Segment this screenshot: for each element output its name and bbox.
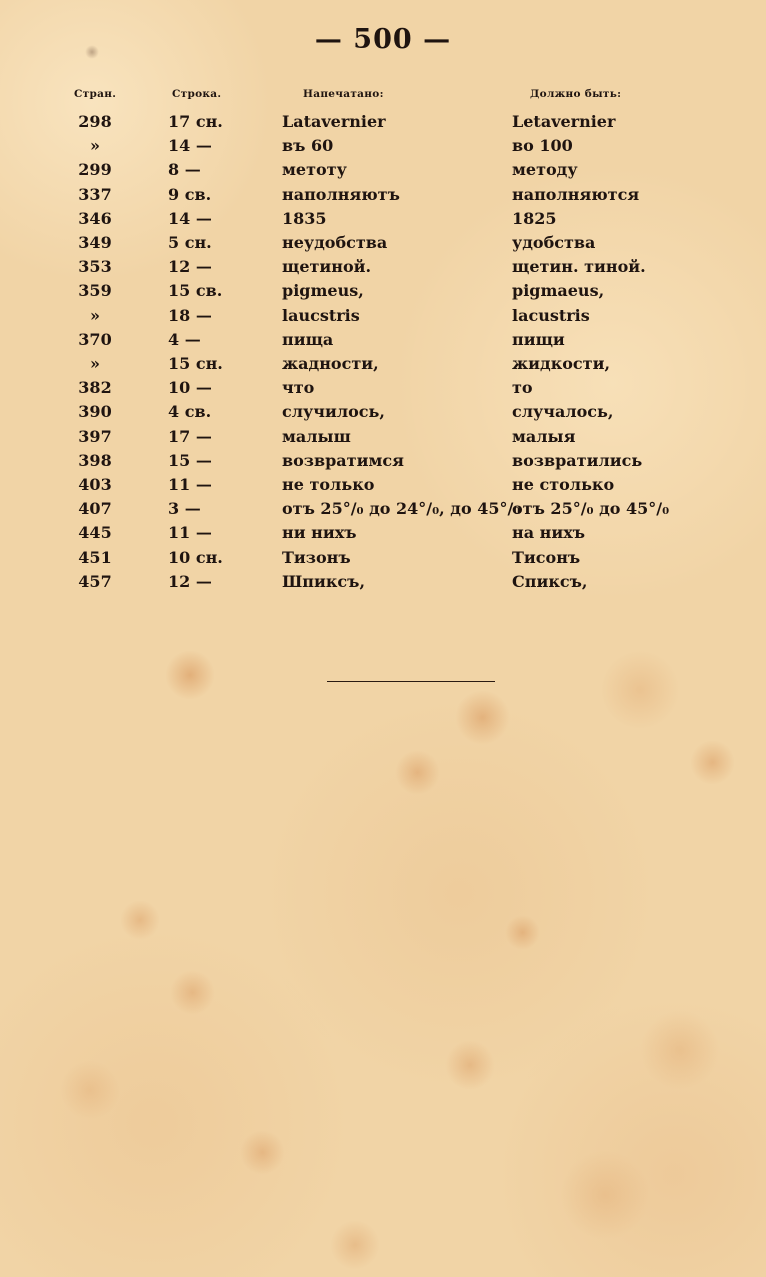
row-page: 337 <box>78 184 112 204</box>
paper-stain <box>560 1150 650 1240</box>
row-should-be: пищи <box>512 329 565 349</box>
paper-stain <box>600 650 680 730</box>
table-row <box>0 281 766 305</box>
row-page: 445 <box>78 523 112 543</box>
row-should-be: возвратились <box>512 450 643 470</box>
row-line: 9 св. <box>168 184 212 204</box>
row-printed: неудобства <box>282 233 388 252</box>
row-page: » <box>90 136 100 156</box>
row-line: 4 — <box>168 329 201 349</box>
header-should-be: Должно быть: <box>530 88 622 100</box>
row-page: 349 <box>78 233 112 252</box>
table-row <box>0 427 766 451</box>
row-line: 14 — <box>168 136 212 156</box>
table-row <box>0 330 766 354</box>
row-page: 299 <box>78 160 112 180</box>
row-should-be: Спиксъ, <box>512 571 588 591</box>
row-line: 15 сн. <box>168 354 223 373</box>
paper-stain <box>690 740 735 785</box>
table-row <box>0 451 766 475</box>
row-should-be: 1825 <box>512 208 557 228</box>
paper-stain <box>240 1130 285 1175</box>
row-page: 397 <box>78 426 112 446</box>
row-line: 14 — <box>168 208 212 228</box>
table-row <box>0 136 766 160</box>
table-row <box>0 499 766 523</box>
paper-stain <box>505 915 540 950</box>
row-page: 398 <box>78 450 112 470</box>
row-line: 18 — <box>168 305 212 325</box>
row-page: 457 <box>78 571 112 591</box>
row-page: 382 <box>78 378 112 398</box>
table-row <box>0 185 766 209</box>
row-line: 12 — <box>168 571 212 591</box>
row-should-be: не столько <box>512 475 615 494</box>
row-page: 407 <box>78 499 112 519</box>
table-row <box>0 378 766 402</box>
row-line: 11 — <box>168 523 212 543</box>
row-line: 8 — <box>168 160 201 180</box>
row-printed: случилось, <box>282 402 385 422</box>
row-printed: возвратимся <box>282 450 404 470</box>
table-row <box>0 160 766 184</box>
row-line: 15 — <box>168 450 212 470</box>
row-page: » <box>90 354 100 373</box>
row-printed: Тизонъ <box>282 547 351 567</box>
paper-stain <box>170 970 215 1015</box>
row-should-be: pigmaeus, <box>512 281 605 301</box>
table-row <box>0 306 766 330</box>
row-line: 12 — <box>168 257 212 277</box>
row-should-be: удобства <box>512 233 596 252</box>
row-printed: щетиной. <box>282 257 372 277</box>
row-printed: отъ 25°/₀ до 24°/₀, до 45°/₀ <box>282 499 521 519</box>
row-line: 4 св. <box>168 402 212 422</box>
row-should-be: малыя <box>512 426 576 446</box>
row-printed: ни нихъ <box>282 523 357 543</box>
row-printed: laucstris <box>282 305 360 325</box>
row-should-be: щетин. тиной. <box>512 257 646 277</box>
row-printed: метоту <box>282 160 347 180</box>
row-page: 403 <box>78 475 112 494</box>
row-page: 353 <box>78 257 112 277</box>
row-line: 15 св. <box>168 281 223 301</box>
errata-table <box>0 0 766 600</box>
row-printed: въ 60 <box>282 136 334 156</box>
table-row <box>0 112 766 136</box>
table-row <box>0 354 766 378</box>
row-printed: Latavernier <box>282 112 386 131</box>
row-should-be: то <box>512 378 533 398</box>
row-printed: не только <box>282 475 375 494</box>
row-page: 359 <box>78 281 112 301</box>
row-page: 451 <box>78 547 112 567</box>
header-page: Стран. <box>74 88 117 100</box>
row-page: » <box>90 305 100 325</box>
row-line: 3 — <box>168 499 201 519</box>
table-row <box>0 233 766 257</box>
table-row <box>0 523 766 547</box>
row-printed: малыш <box>282 426 351 446</box>
table-row <box>0 402 766 426</box>
table-row <box>0 209 766 233</box>
row-should-be: отъ 25°/₀ до 45°/₀ <box>512 499 670 519</box>
row-should-be: наполняются <box>512 184 640 204</box>
row-should-be: случалось, <box>512 402 614 422</box>
row-line: 5 сн. <box>168 233 212 252</box>
row-should-be: методу <box>512 160 578 180</box>
paper-stain <box>165 650 215 700</box>
paper-stain <box>330 1220 380 1270</box>
row-line: 17 — <box>168 426 212 446</box>
row-should-be: Тисонъ <box>512 547 581 567</box>
row-should-be: во 100 <box>512 136 573 156</box>
row-printed: Шпиксъ, <box>282 571 366 591</box>
row-line: 11 — <box>168 475 212 494</box>
row-should-be: Letavernier <box>512 112 616 131</box>
paper-stain <box>455 690 510 745</box>
row-page: 298 <box>78 112 112 131</box>
row-line: 10 — <box>168 378 212 398</box>
table-row <box>0 572 766 596</box>
row-printed: pigmeus, <box>282 281 364 301</box>
paper-stain <box>60 1060 120 1120</box>
row-line: 10 сн. <box>168 547 223 567</box>
paper-stain <box>445 1040 495 1090</box>
row-should-be: жидкости, <box>512 354 611 373</box>
row-should-be: lacustris <box>512 305 590 325</box>
row-printed: что <box>282 378 315 398</box>
row-printed: наполняютъ <box>282 184 400 204</box>
row-page: 370 <box>78 329 112 349</box>
paper-stain <box>640 1010 720 1090</box>
row-printed: 1835 <box>282 208 327 228</box>
row-printed: пища <box>282 329 334 349</box>
page-number: — 500 — <box>314 24 452 55</box>
row-printed: жадности, <box>282 354 379 373</box>
row-line: 17 сн. <box>168 112 223 131</box>
table-row <box>0 548 766 572</box>
header-line: Строка. <box>172 88 222 100</box>
header-printed: Напечатано: <box>303 88 384 100</box>
row-page: 346 <box>78 208 112 228</box>
table-row <box>0 475 766 499</box>
row-page: 390 <box>78 402 112 422</box>
paper-stain <box>395 750 440 795</box>
table-row <box>0 257 766 281</box>
row-should-be: на нихъ <box>512 523 586 543</box>
section-divider <box>327 681 495 682</box>
paper-stain <box>120 900 160 940</box>
